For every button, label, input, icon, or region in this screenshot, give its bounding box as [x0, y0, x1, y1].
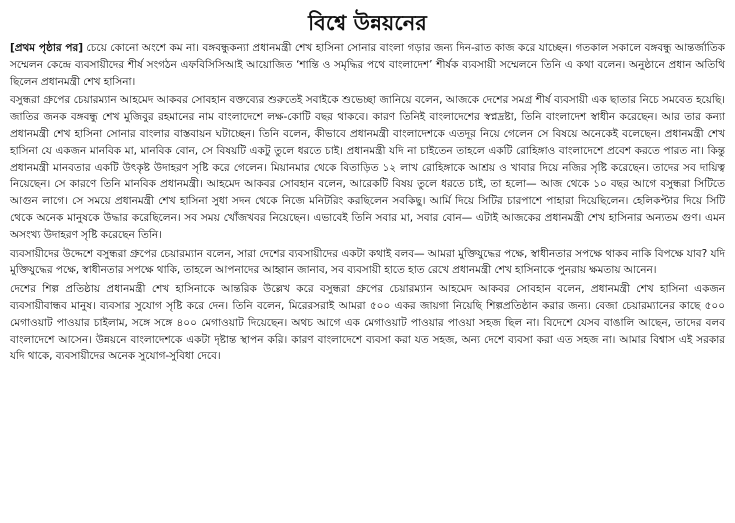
continuation-label: [প্রথম পৃষ্ঠার পর]	[10, 42, 83, 54]
paragraph-text: চেয়ে কোনো অংশে কম না। বঙ্গবন্ধুকন্যা প্রধানমন্ত্রী শেখ হাসিনা সোনার বাংলা গড়ার জন্য দিন-রাত কাজ করে যাচ্ছেন। গতকাল সকালে বঙ্গবন্ধু আন্তর্জাতিক সম্মেলন কেন্দ্রে ব্যবসায়ীদের শীর্ষ সংগঠন এফবিসিসিআই আয়োজিত ‘শান্তি ও সমৃদ্ধির পথে বাংলাদেশ’ শীর্ষক ব্যবসায়ী সম্মেলনে তিনি এ কথা বলেন। অনুষ্ঠানে প্রধান অতিথি ছিলেন প্রধানমন্ত্রী শেখ হাসিনা।	[10, 42, 725, 88]
article-paragraph-1	[10, 40, 725, 90]
article-page	[0, 10, 735, 523]
article-paragraph-2: বসুন্ধরা গ্রুপের চেয়ারম্যান আহমেদ আকবর সোবহান বক্তব্যের শুরুতেই সবাইকে শুভেচ্ছা জানিয়ে বলেন, আজকে দেশের সমগ্র শীর্ষ ব্যবসায়ী এক ছাতার নিচে সমবেত হয়েছি। জাতির জনক বঙ্গবন্ধু শেখ মুজিবুর রহমানের নাম বাংলাদেশে লক্ষ-কোটি বছর থাকবে। কারণ তিনিই বাংলাদেশের স্বপ্নদ্রষ্টা, তিনি বাংলাদেশ স্বাধীন করেছেন। আর তার কন্যা প্রধানমন্ত্রী শেখ হাসিনা সোনার বাংলার বাস্তবায়ন ঘটাচ্ছেন। তিনি বলেন, কীভাবে প্রধানমন্ত্রী বাংলাদেশকে এতদূর নিয়ে গেলেন সে বিষয়ে অনেকেই বলেছেন। প্রধানমন্ত্রী শেখ হাসিনা যে একজন মানবিক মা, মানবিক বোন, সে বিষয়টি একটু তুলে ধরতে চাই। প্রধানমন্ত্রী যদি না চাইতেন তাহলে একটি রোহিঙ্গাও বাংলাদেশে প্রবেশ করতে পারত না। কিন্তু প্রধানমন্ত্রী মানবতার একটি উৎকৃষ্ট উদাহরণ সৃষ্টি করে গেলেন। মিয়ানমার থেকে বিতাড়িত ১২ লাখ রোহিঙ্গাকে আশ্রয় ও খাবার দিয়ে নজির সৃষ্টি করেছেন। তাদের সব দায়িত্ব নিয়েছেন। সে কারণে তিনি মানবিক প্রধানমন্ত্রী। আহমেদ আকবর সোবহান বলেন, আরেকটি বিষয় তুলে ধরতে চাই, তা হলো— আজ থেকে ১০ বছর আগে বসুন্ধরা সিটিতে আগুন লাগে। সে সময়ে প্রধানমন্ত্রী শেখ হাসিনা সুধা সদন থেকে নিজে মনিটরিং করছিলেন সবকিছু। আর্মি দিয়ে সিটির চারপাশে পাহারা দিয়েছিলেন। হেলিকপ্টার দিয়ে সিটি থেকে অনেক মানুষকে উদ্ধার করেছিলেন। সব সময় খোঁজখবর নিয়েছেন। এভাবেই তিনি সবার মা, সবার বোন— এটাই আজকের প্রধানমন্ত্রী শেখ হাসিনার অন্যতম গুণ। এমন অসংখ্য উদাহরণ সৃষ্টি করেছেন তিনি।	[10, 94, 725, 241]
article-paragraph-4: দেশের শিল্প প্রতিষ্ঠায় প্রধানমন্ত্রী শেখ হাসিনাকে আন্তরিক উল্লেখ করে বসুন্ধরা গ্রুপের চেয়ারম্যান আহমেদ আকবর সোবহান বলেন, প্রধানমন্ত্রী শেখ হাসিনা একজন ব্যবসায়ীবান্ধব মানুষ। ব্যবসার সুযোগ সৃষ্টি করে দেন। তিনি বলেন, মিরেরসরাই আমরা ৫০০ একর জায়গা নিয়েছি শিল্পপ্রতিষ্ঠান করার জন্য। বেজা চেয়ারম্যানের কাছে ৫০০ মেগাওয়াট পাওয়ার চাইলাম, সঙ্গে সঙ্গে ৪০০ মেগাওয়াট দিয়েছেন। অথচ আগে এক মেগাওয়াট পাওয়ার পাওয়া সহজ ছিল না। বিদেশে যেসব বাঙালি আছেন, তাদের বলব বাংলাদেশে আসেন। উন্নয়নে বাংলাদেশকে একটা দৃষ্টান্ত স্থাপন করি। কারণ বাংলাদেশে ব্যবসা করা যত সহজ, অন্য দেশে ব্যবসা করা এত সহজ না। আমার বিশ্বাস এই সরকার যদি থাকে, ব্যবসায়ীদের অনেক সুযোগ-সুবিধা দেবে।	[10, 283, 725, 363]
article-paragraph-3: ব্যবসায়ীদের উদ্দেশে বসুন্ধরা গ্রুপের চেয়ারম্যান বলেন, সারা দেশের ব্যবসায়ীদের একটা কথাই বলব— আমরা মুক্তিযুদ্ধের পক্ষে, স্বাধীনতার সপক্ষে থাকব নাকি বিপক্ষে যাব? যদি মুক্তিযুদ্ধের পক্ষে, স্বাধীনতার সপক্ষে থাকি, তাহলে আপনাদের আহ্বান জানাব, সব ব্যবসায়ী হাতে হাত রেখে প্রধানমন্ত্রী শেখ হাসিনাকে পুনরায় ক্ষমতায় আনেন।	[10, 247, 725, 277]
article-headline: বিশ্বে উন্নয়নের	[308, 10, 427, 35]
